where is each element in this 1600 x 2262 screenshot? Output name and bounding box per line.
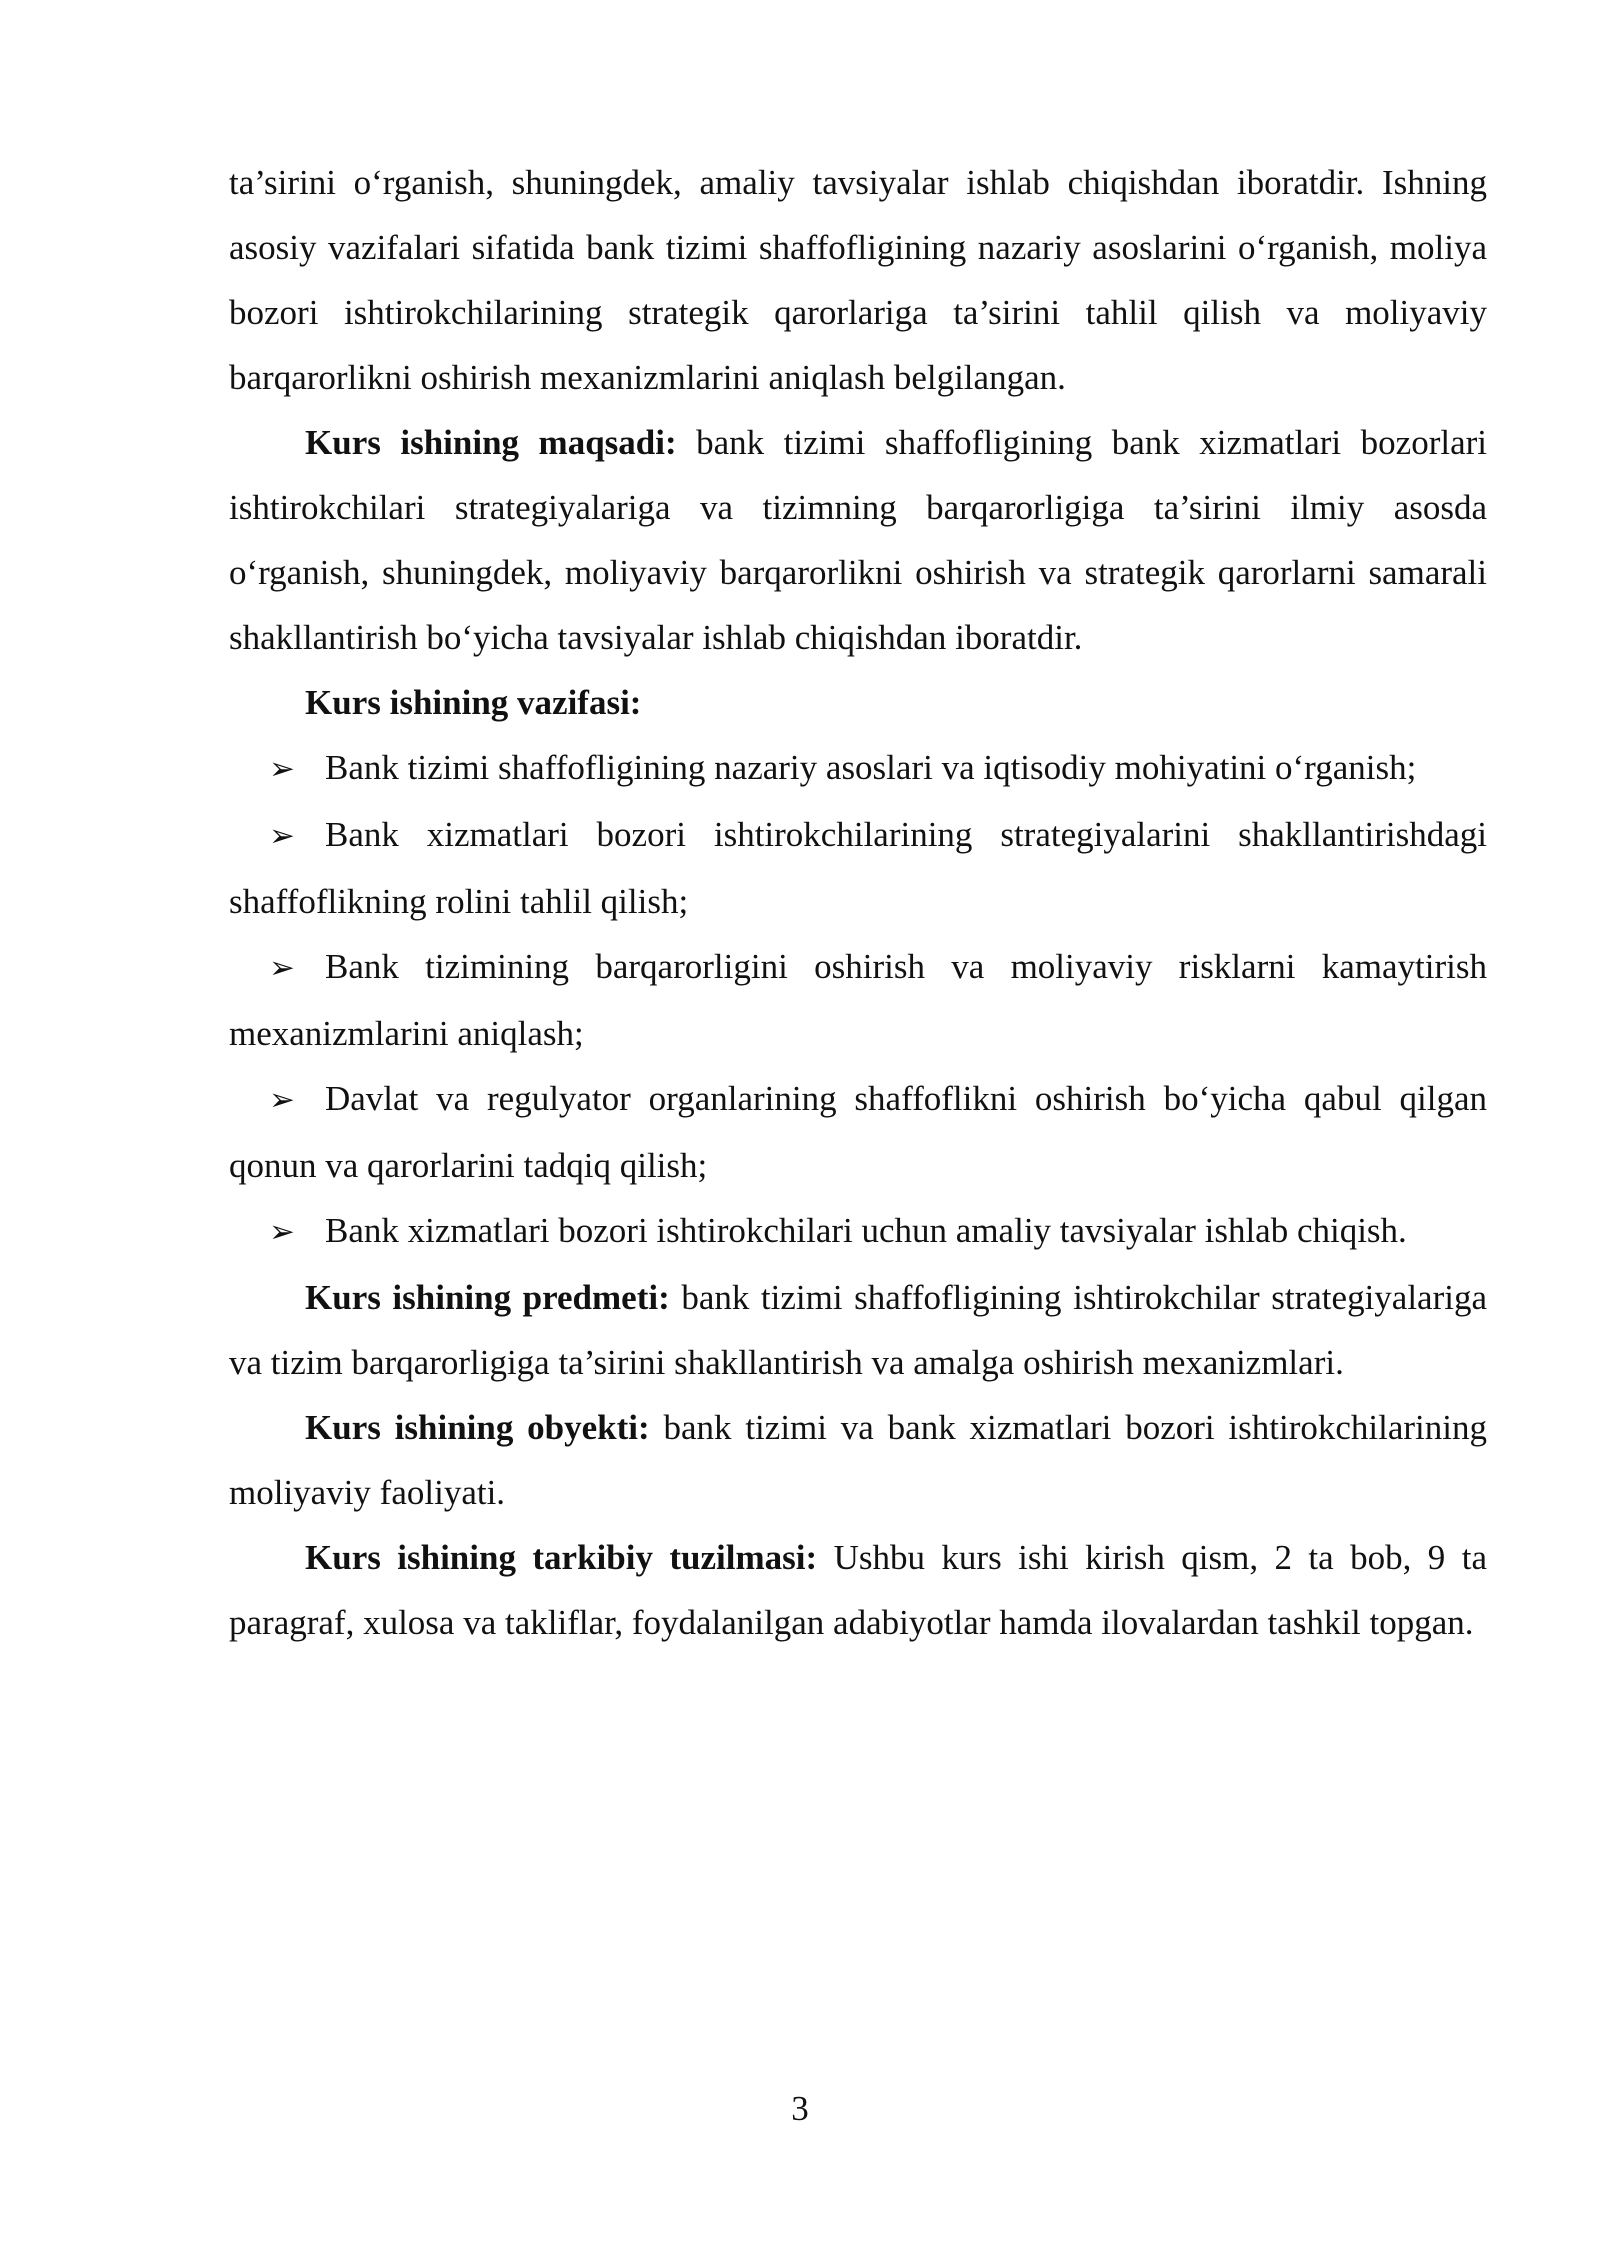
arrow-bullet-icon: ➢ (269, 950, 295, 986)
subject-paragraph (229, 1265, 1487, 1395)
subject-text: bank tizimi shaffofligining ishtirokchilar strategiyalariga va tizim barqarorligiga ta’sirini shakllantirish va amalga oshirish mexanizmlari. (229, 1278, 1487, 1382)
task-text: Bank xizmatlari bozori ishtirokchilarining strategiyalarini shakllantirishdagi shaffoflikning rolini tahlil qilish; (229, 815, 1487, 921)
object-paragraph (229, 1395, 1487, 1525)
goal-label: Kurs ishining maqsadi: (305, 423, 677, 462)
task-text: Bank xizmatlari bozori ishtirokchilari uchun amaliy tavsiyalar ishlab chiqish. (325, 1211, 1407, 1250)
task-list-item (229, 802, 1487, 934)
arrow-bullet-icon: ➢ (269, 1214, 295, 1250)
page-number: 3 (791, 2089, 809, 2128)
arrow-bullet-icon: ➢ (269, 818, 295, 854)
arrow-bullet-icon: ➢ (269, 1082, 295, 1118)
task-list-item (229, 1066, 1487, 1198)
task-list-item (229, 934, 1487, 1066)
structure-paragraph (229, 1525, 1487, 1655)
task-text: Bank tizimining barqarorligini oshirish va moliyaviy risklarni kamaytirish mexanizmlarini aniqlash; (229, 947, 1487, 1053)
object-label: Kurs ishining obyekti: (305, 1408, 650, 1447)
goal-text: bank tizimi shaffofligining bank xizmatlari bozorlari ishtirokchilari strategiyalariga va tizimning barqarorligiga ta’sirini ilmiy asosda o‘rganish, shuningdek, moliyaviy barqarorlikni oshirish va strategik qarorlarni samarali shakllantirish bo‘yicha tavsiyalar ishlab chiqishdan iboratdir. (229, 423, 1487, 657)
goal-paragraph (229, 410, 1487, 670)
tasks-heading-label: Kurs ishining vazifasi: (305, 683, 642, 722)
task-list-item (229, 1198, 1487, 1265)
task-list-item (229, 735, 1487, 802)
tasks-heading (229, 670, 1487, 735)
task-text: Bank tizimi shaffofligining nazariy asoslari va iqtisodiy mohiyatini o‘rganish; (325, 748, 1417, 787)
intro-paragraph-text: ta’sirini o‘rganish, shuningdek, amaliy tavsiyalar ishlab chiqishdan iboratdir. Ishning asosiy vazifalari sifatida bank tizimi shaffofligining nazariy asoslarini o‘rganish, moliya bozori ishtirokchilarining strategik qarorlariga ta’sirini tahlil qilish va moliyaviy barqarorlikni oshirish mexanizmlarini aniqlash belgilangan. (229, 163, 1487, 397)
object-text: bank tizimi va bank xizmatlari bozori ishtirokchilarining moliyaviy faoliyati. (229, 1408, 1487, 1512)
task-text: Davlat va regulyator organlarining shaffoflikni oshirish bo‘yicha qabul qilgan qonun va qarorlarini tadqiq qilish; (229, 1079, 1487, 1185)
subject-label: Kurs ishining predmeti: (305, 1278, 670, 1317)
arrow-bullet-icon: ➢ (269, 751, 295, 787)
structure-label: Kurs ishining tarkibiy tuzilmasi: (305, 1538, 818, 1577)
structure-text: Ushbu kurs ishi kirish qism, 2 ta bob, 9 ta paragraf, xulosa va takliflar, foydalanilgan adabiyotlar hamda ilovalardan tashkil topgan. (229, 1538, 1487, 1642)
document-page (229, 150, 1487, 1655)
intro-paragraph (229, 150, 1487, 410)
